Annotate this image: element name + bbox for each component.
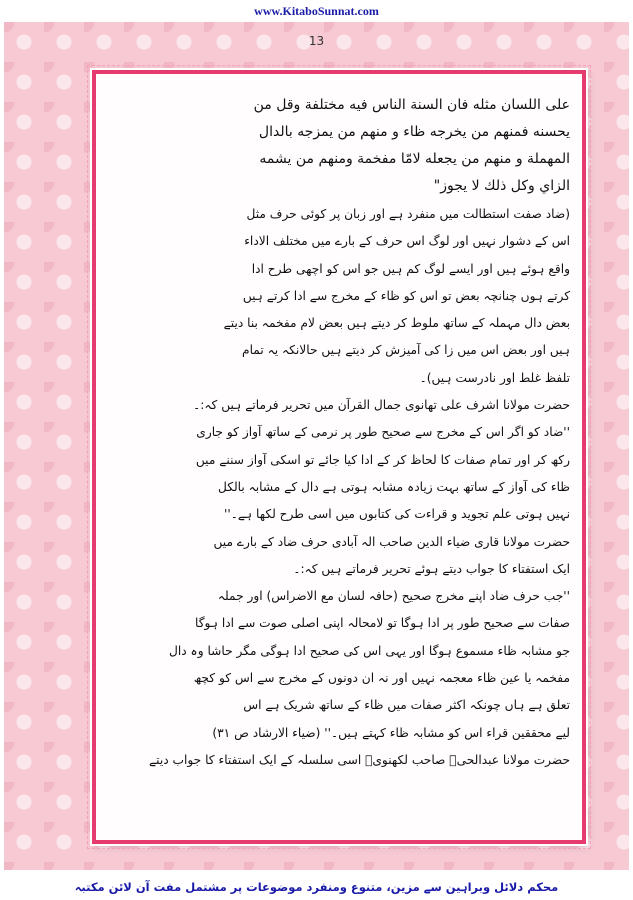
urdu-line: صفات سے صحیح طور پر ادا ہوگا تو لامحالہ اپنی اصلی صوت سے ادا ہوگا [195, 616, 570, 631]
urdu-line: کرتے ہوں چنانچہ بعض تو اس کو ظاء کے مخرج سے ادا کرتے ہیں [242, 288, 570, 303]
urdu-line: جو مشابہ ظاء مسموع ہوگا اور یہی اس کی صحیح ادا ہوگی مگر حاشا وہ دال [169, 643, 570, 658]
urdu-line: مفخمہ یا عین ظاء معجمہ نہیں اور نہ ان دونوں کے مخرج سے اس کو کچھ [193, 671, 570, 686]
urdu-line: ظاء کی آواز کے ساتھ بہت زیادہ مشابہ ہوتی ہے دال کے مشابہ بالکل [218, 479, 570, 494]
urdu-line: (ضاد صفت استطالت میں منفرد ہے اور زبان پر کوئی حرف مثل [246, 207, 570, 221]
urdu-line: ہیں اور بعض اس میں زا کی آمیزش کر دیتے ہیں حالانکہ یہ تمام [242, 343, 570, 358]
footer-tagline: محکم دلائل وبراہین سے مزین، متنوع ومنفرد موضوعات پر مشتمل مفت آن لائن مکتبہ [74, 880, 559, 894]
arabic-line: على اللسان مثله فان السنة الناس فيه مختلفة وقل من [253, 97, 570, 113]
urdu-line: حضرت مولانا عبدالحیؒ صاحب لکھنویؒ اسی سلسلہ کے ایک استفتاء کا جواب دیتے [149, 752, 570, 767]
arabic-line: يحسنه فمنهم من يخرجه ظاء و منهم من يمزجه بالدال [258, 124, 570, 140]
urdu-line: حضرت مولانا قاری ضیاء الدین صاحب الہ آبادی حرف ضاد کے بارے میں [213, 534, 570, 549]
urdu-text-block [108, 201, 570, 774]
page-content [108, 92, 570, 774]
urdu-line: ''ضاد کو اگر اس کے مخرج سے صحیح طور پر نرمی کے ساتھ آواز کو جاری [196, 425, 570, 440]
urdu-line: واقع ہوئے ہیں اور ایسے لوگ کم ہیں جو اس کو اچھی طرح ادا [251, 261, 570, 276]
page-number: 13 [308, 34, 325, 48]
site-url: www.KitaboSunnat.com [254, 4, 379, 18]
urdu-line: حضرت مولانا اشرف علی تھانوی جمال القرآن میں تحریر فرماتے ہیں کہ:۔ [193, 398, 570, 413]
urdu-line: ''جب حرف ضاد اپنے مخرج صحیح (حافہ لسان مع الاضراس) اور جملہ [217, 589, 570, 604]
urdu-line: تعلق ہے ہاں چونکہ اکثر صفات میں ظاء کے ساتھ شریک ہے اس [243, 698, 570, 713]
urdu-line: ایک استفتاء کا جواب دیتے ہوئے تحریر فرماتے ہیں کہ:۔ [293, 561, 570, 576]
urdu-line: تلفظ غلط اور نادرست ہیں)۔ [419, 370, 570, 385]
urdu-line: اس کے دشوار نہیں اور لوگ اس حرف کے بارے میں مختلف الاداء [244, 234, 570, 249]
urdu-line: لیے محققین قراء اس کو مشابہ ظاء کہتے ہیں۔'' (ضیاء الارشاد ص ۳۱) [212, 725, 570, 740]
urdu-line: بعض دال مہملہ کے ساتھ ملوط کر دیتے ہیں بعض لام مفخمہ بنا دیتے [223, 316, 570, 331]
text-frame [92, 70, 586, 844]
urdu-line: رکھ کر اور تمام صفات کا لحاظ کر کے ادا کیا جائے تو اسکی آواز سننے میں [195, 452, 570, 467]
urdu-line: نہیں ہوتی علم تجوید و قراءت کی کتابوں میں اسی طرح لکھا ہے۔'' [224, 507, 570, 522]
arabic-quote-block [108, 92, 570, 200]
arabic-line: الزاي وكل ذلك لا يجوز" [433, 178, 570, 194]
arabic-line: المهملة و منهم من يجعله لامّا مفخمة ومنهم من يشمه [259, 151, 570, 167]
